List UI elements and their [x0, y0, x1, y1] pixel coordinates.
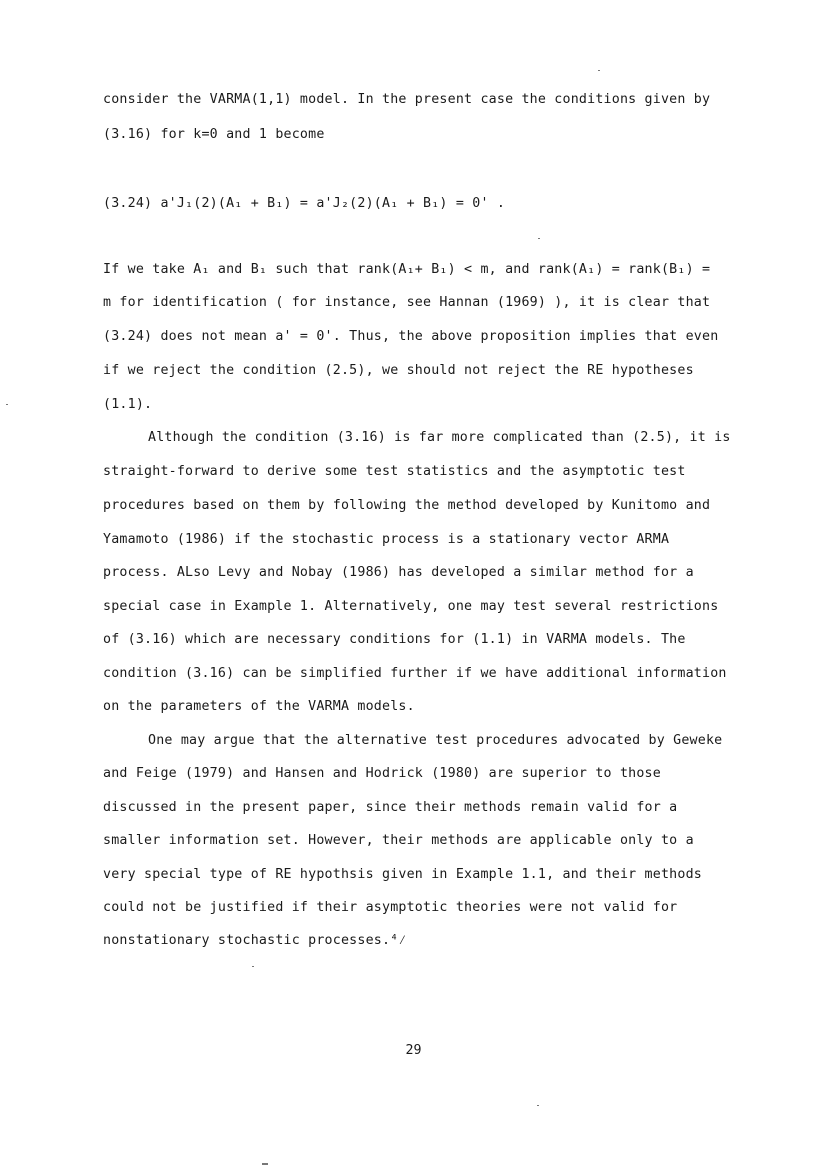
- text-line: (1.1).: [103, 397, 153, 412]
- text-line: could not be justified if their asymptotic theories were not valid for: [103, 900, 678, 915]
- scan-speck: [6, 404, 8, 405]
- text-line: If we take A₁ and B₁ such that rank(A₁+ B₁) < m, and rank(A₁) = rank(B₁) =: [103, 262, 711, 277]
- paragraph-start: One may argue that the alternative test procedures advocated by Geweke: [148, 733, 723, 748]
- paragraph-start: Although the condition (3.16) is far more complicated than (2.5), it is: [148, 430, 731, 445]
- text-line: discussed in the present paper, since their methods remain valid for a: [103, 800, 678, 815]
- scan-speck: [262, 1163, 268, 1165]
- text-line: process. ALso Levy and Nobay (1986) has developed a similar method for a: [103, 565, 694, 580]
- text-line: on the parameters of the VARMA models.: [103, 699, 415, 714]
- text-line: (3.24) does not mean a' = 0'. Thus, the above proposition implies that even: [103, 329, 719, 344]
- text-line: very special type of RE hypothsis given in Example 1.1, and their methods: [103, 867, 702, 882]
- text-line: nonstationary stochastic processes.⁴⁄: [103, 933, 407, 948]
- text-line: m for identification ( for instance, see Hannan (1969) ), it is clear that: [103, 295, 711, 310]
- text-line: and Feige (1979) and Hansen and Hodrick (1980) are superior to those: [103, 766, 661, 781]
- scan-speck: [538, 238, 540, 239]
- text-line: straight-forward to derive some test statistics and the asymptotic test: [103, 464, 686, 479]
- equation-3-24: (3.24) a'J₁(2)(A₁ + B₁) = a'J₂(2)(A₁ + B₁) = 0' .: [103, 196, 506, 211]
- text-line: Yamamoto (1986) if the stochastic process is a stationary vector ARMA: [103, 532, 670, 547]
- text-line: condition (3.16) can be simplified further if we have additional information: [103, 666, 727, 681]
- scan-speck: [537, 1105, 539, 1106]
- text-line: of (3.16) which are necessary conditions for (1.1) in VARMA models. The: [103, 632, 686, 647]
- text-line: consider the VARMA(1,1) model. In the present case the conditions given by: [103, 92, 711, 107]
- page-number: 29: [405, 1043, 422, 1058]
- scan-speck: [252, 966, 254, 967]
- text-line: smaller information set. However, their methods are applicable only to a: [103, 833, 694, 848]
- text-line: if we reject the condition (2.5), we should not reject the RE hypotheses: [103, 363, 694, 378]
- scan-speck: [598, 70, 600, 71]
- text-line: special case in Example 1. Alternatively, one may test several restrictions: [103, 599, 719, 614]
- text-line: procedures based on them by following the method developed by Kunitomo and: [103, 498, 711, 513]
- text-line: (3.16) for k=0 and 1 become: [103, 127, 325, 142]
